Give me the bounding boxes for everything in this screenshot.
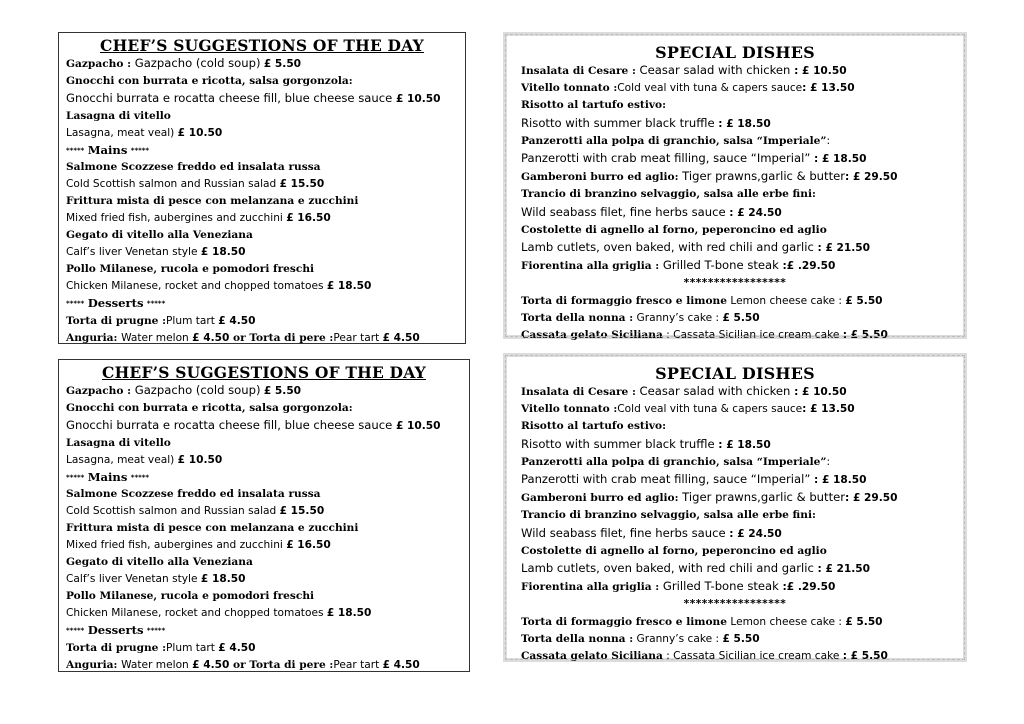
item-price: : £ 10.50 bbox=[790, 65, 847, 77]
item-desc: Granny’s cake : bbox=[633, 311, 723, 324]
special-dishes-panel-top bbox=[503, 32, 967, 342]
item-desc: Water melon bbox=[121, 658, 193, 671]
item-name: Panzerotti alla polpa di granchio, salsa “Imperiale” bbox=[521, 134, 827, 147]
section-heading-mains: Mains bbox=[87, 469, 128, 484]
item-desc: Wild seabass filet, fine herbs sauce bbox=[521, 525, 730, 540]
item-price: £ 15.50 bbox=[279, 505, 325, 518]
item-desc: Lamb cutlets, oven baked, with red chili and garlic bbox=[521, 240, 818, 255]
item-name: Torta di formaggio fresco e limone bbox=[521, 615, 727, 628]
item-desc: Pear tart bbox=[333, 331, 383, 344]
item-name: Anguria: bbox=[66, 658, 122, 671]
item-name: Torta di formaggio fresco e limone bbox=[521, 294, 727, 307]
stars-separator: ***** bbox=[66, 146, 85, 155]
item-desc: Tiger prawns,garlic & butter bbox=[678, 490, 846, 505]
stars-separator: ***** bbox=[66, 626, 85, 635]
special-title: SPECIAL DISHES bbox=[655, 43, 815, 62]
item-name: Trancio di branzino selvaggio, salsa alle erbe fini: bbox=[521, 509, 816, 522]
item-desc: Gazpacho (cold soup) bbox=[134, 56, 261, 70]
item-colon: : bbox=[826, 134, 831, 147]
item-desc: Plum tart bbox=[166, 641, 219, 654]
item-price: £ 5.50 bbox=[845, 294, 883, 307]
item-price: £ 18.50 bbox=[326, 606, 372, 619]
stars-separator: ***** bbox=[146, 299, 166, 308]
item-desc: Cold Scottish salmon and Russian salad bbox=[66, 505, 280, 518]
item-price: £ 10.50 bbox=[177, 126, 223, 139]
item-name: Frittura mista di pesce con melanzana e zucchini bbox=[66, 195, 359, 208]
item-price: : £ 29.50 bbox=[845, 171, 898, 184]
item-name: Gnocchi con burrata e ricotta, salsa gorgonzola: bbox=[66, 74, 353, 87]
item-price: £ 16.50 bbox=[286, 212, 331, 225]
item-name: Gegato di vitello alla Veneziana bbox=[66, 229, 253, 242]
stars-separator: ***** bbox=[66, 473, 85, 482]
item-name: Vitello tonnato : bbox=[521, 403, 618, 416]
item-price: : £ 5.50 bbox=[842, 329, 888, 342]
item-desc: Lasagna, meat veal) bbox=[66, 453, 178, 466]
item-desc: Calf’s liver Venetan style bbox=[66, 245, 201, 258]
item-desc: Calf’s liver Venetan style bbox=[66, 572, 201, 585]
section-heading-desserts: Desserts bbox=[87, 295, 144, 310]
item-desc: Mixed fried fish, aubergines and zucchini bbox=[66, 212, 287, 225]
item-name: or Torta di pere : bbox=[229, 331, 334, 344]
item-price: : £ 29.50 bbox=[845, 492, 898, 505]
chef-title: CHEF’S SUGGESTIONS OF THE DAY bbox=[100, 36, 424, 55]
item-desc: Grilled T-bone steak bbox=[659, 258, 783, 273]
item-desc: Grilled T-bone steak bbox=[659, 579, 783, 594]
item-price: £ 16.50 bbox=[286, 539, 331, 552]
section-heading-mains: Mains bbox=[87, 142, 128, 157]
item-desc: Cold Scottish salmon and Russian salad bbox=[66, 178, 280, 191]
item-name: Cassata gelato Siciliana bbox=[521, 650, 663, 663]
item-price: £ 5.50 bbox=[263, 58, 302, 70]
chef-title: CHEF’S SUGGESTIONS OF THE DAY bbox=[102, 363, 426, 382]
item-desc: : Cassata Sicilian ice cream cake bbox=[662, 329, 843, 342]
item-desc: Cold veal vith tuna & capers sauce bbox=[617, 82, 803, 95]
item-desc: Plum tart bbox=[166, 314, 219, 327]
item-name: Costolette di agnello al forno, peperoncino ed aglio bbox=[521, 223, 827, 236]
item-name: Gamberoni burro ed aglio: bbox=[521, 171, 679, 184]
item-price: : £ 18.50 bbox=[718, 438, 771, 451]
item-price: : £ 21.50 bbox=[817, 563, 871, 576]
stars-separator: ***************** bbox=[683, 277, 787, 290]
item-price: £ 5.50 bbox=[845, 615, 883, 628]
item-desc: Panzerotti with crab meat filling, sauce “Imperial” bbox=[521, 472, 815, 487]
item-desc: Wild seabass filet, fine herbs sauce bbox=[521, 204, 730, 219]
section-heading-desserts: Desserts bbox=[87, 622, 144, 637]
item-desc: Gnocchi burrata e rocatta cheese fill, blue cheese sauce bbox=[66, 90, 396, 105]
item-price: £ 10.50 bbox=[177, 453, 223, 466]
item-desc: Chicken Milanese, rocket and chopped tomatoes bbox=[66, 279, 327, 292]
stars-separator: ***** bbox=[146, 626, 166, 635]
special-dishes-panel-bottom bbox=[503, 353, 967, 662]
item-name: Lasagna di vitello bbox=[66, 109, 171, 122]
item-name: Torta di prugne : bbox=[66, 641, 167, 654]
item-price: : £ 13.50 bbox=[802, 82, 855, 95]
item-name: Pollo Milanese, rucola e pomodori freschi bbox=[66, 262, 315, 275]
item-name: Lasagna di vitello bbox=[66, 436, 171, 449]
item-name: Fiorentina alla griglia : bbox=[521, 581, 660, 594]
item-desc: Risotto with summer black truffle bbox=[521, 115, 719, 130]
item-desc: Gnocchi burrata e rocatta cheese fill, blue cheese sauce bbox=[66, 417, 396, 432]
item-name: Gazpacho : bbox=[66, 385, 135, 397]
item-name: Risotto al tartufo estivo: bbox=[521, 99, 666, 112]
item-name: Gnocchi con burrata e ricotta, salsa gorgonzola: bbox=[66, 401, 353, 414]
item-desc: Lemon cheese cake : bbox=[727, 294, 846, 307]
item-price: : £ 21.50 bbox=[817, 242, 871, 255]
stars-separator: ***** bbox=[130, 473, 150, 482]
item-desc: : Cassata Sicilian ice cream cake bbox=[662, 650, 843, 663]
item-price: : £ 5.50 bbox=[842, 650, 888, 663]
item-price: : £ 18.50 bbox=[814, 474, 867, 487]
item-price: £ 4.50 bbox=[192, 331, 230, 344]
item-price: £ 4.50 bbox=[218, 641, 256, 654]
item-name: Insalata di Cesare : bbox=[521, 386, 636, 398]
item-desc: Risotto with summer black truffle bbox=[521, 436, 719, 451]
item-desc: Granny’s cake : bbox=[633, 632, 723, 645]
item-name: Salmone Scozzese freddo ed insalata russa bbox=[66, 488, 321, 501]
item-price: £ 5.50 bbox=[722, 311, 760, 324]
item-desc: Ceasar salad with chicken bbox=[635, 63, 791, 77]
item-desc: Cold veal vith tuna & capers sauce bbox=[617, 403, 803, 416]
item-desc: Chicken Milanese, rocket and chopped tomatoes bbox=[66, 606, 327, 619]
item-price: : £ 24.50 bbox=[729, 206, 782, 219]
item-name: Salmone Scozzese freddo ed insalata russa bbox=[66, 161, 321, 174]
item-name: Risotto al tartufo estivo: bbox=[521, 420, 666, 433]
item-price: £ 5.50 bbox=[722, 632, 760, 645]
item-name: Vitello tonnato : bbox=[521, 82, 618, 95]
item-price: : £ 18.50 bbox=[814, 153, 867, 166]
item-name: Trancio di branzino selvaggio, salsa alle erbe fini: bbox=[521, 188, 816, 201]
stars-separator: ***** bbox=[130, 146, 150, 155]
item-desc: Tiger prawns,garlic & butter bbox=[678, 169, 846, 184]
item-price: £ 4.50 bbox=[218, 314, 256, 327]
item-desc: Ceasar salad with chicken bbox=[635, 384, 791, 398]
item-name: Panzerotti alla polpa di granchio, salsa “Imperiale” bbox=[521, 455, 827, 468]
item-name: Anguria: bbox=[66, 331, 122, 344]
item-name: Gazpacho : bbox=[66, 58, 135, 70]
item-price: £ 4.50 bbox=[192, 658, 230, 671]
item-desc: Gazpacho (cold soup) bbox=[134, 383, 261, 397]
item-price: :£ .29.50 bbox=[782, 260, 836, 273]
item-desc: Panzerotti with crab meat filling, sauce “Imperial” bbox=[521, 151, 815, 166]
item-price: £ 5.50 bbox=[263, 385, 302, 397]
item-name: Torta della nonna : bbox=[521, 632, 634, 645]
item-colon: : bbox=[826, 455, 831, 468]
item-name: Gamberoni burro ed aglio: bbox=[521, 492, 679, 505]
item-name: Insalata di Cesare : bbox=[521, 65, 636, 77]
chef-suggestions-panel-top bbox=[58, 32, 466, 344]
item-name: Torta di prugne : bbox=[66, 314, 167, 327]
item-desc: Lamb cutlets, oven baked, with red chili and garlic bbox=[521, 561, 818, 576]
item-desc: Lemon cheese cake : bbox=[727, 615, 846, 628]
item-name: Cassata gelato Siciliana bbox=[521, 329, 663, 342]
special-title: SPECIAL DISHES bbox=[655, 364, 815, 383]
stars-separator: ***** bbox=[66, 299, 85, 308]
item-name: Pollo Milanese, rucola e pomodori freschi bbox=[66, 589, 315, 602]
item-price: : £ 10.50 bbox=[790, 386, 847, 398]
item-name: or Torta di pere : bbox=[229, 658, 334, 671]
item-price: £ 18.50 bbox=[326, 279, 372, 292]
item-price: £ 10.50 bbox=[395, 92, 441, 105]
item-name: Fiorentina alla griglia : bbox=[521, 260, 660, 273]
item-name: Costolette di agnello al forno, peperoncino ed aglio bbox=[521, 544, 827, 557]
item-desc: Water melon bbox=[121, 331, 193, 344]
item-price: :£ .29.50 bbox=[782, 581, 836, 594]
chef-suggestions-panel-bottom bbox=[58, 359, 470, 672]
item-price: £ 18.50 bbox=[200, 572, 246, 585]
item-price: £ 18.50 bbox=[200, 245, 246, 258]
item-name: Frittura mista di pesce con melanzana e zucchini bbox=[66, 522, 359, 535]
item-price: £ 15.50 bbox=[279, 178, 325, 191]
item-desc: Mixed fried fish, aubergines and zucchini bbox=[66, 539, 287, 552]
item-desc: Pear tart bbox=[333, 658, 383, 671]
item-name: Gegato di vitello alla Veneziana bbox=[66, 556, 253, 569]
item-price: : £ 13.50 bbox=[802, 403, 855, 416]
item-price: £ 4.50 bbox=[382, 331, 420, 344]
item-price: : £ 18.50 bbox=[718, 117, 771, 130]
item-name: Torta della nonna : bbox=[521, 311, 634, 324]
item-desc: Lasagna, meat veal) bbox=[66, 126, 178, 139]
item-price: £ 4.50 bbox=[382, 658, 420, 671]
item-price: : £ 24.50 bbox=[729, 527, 782, 540]
stars-separator: ***************** bbox=[683, 598, 787, 611]
item-price: £ 10.50 bbox=[395, 419, 441, 432]
